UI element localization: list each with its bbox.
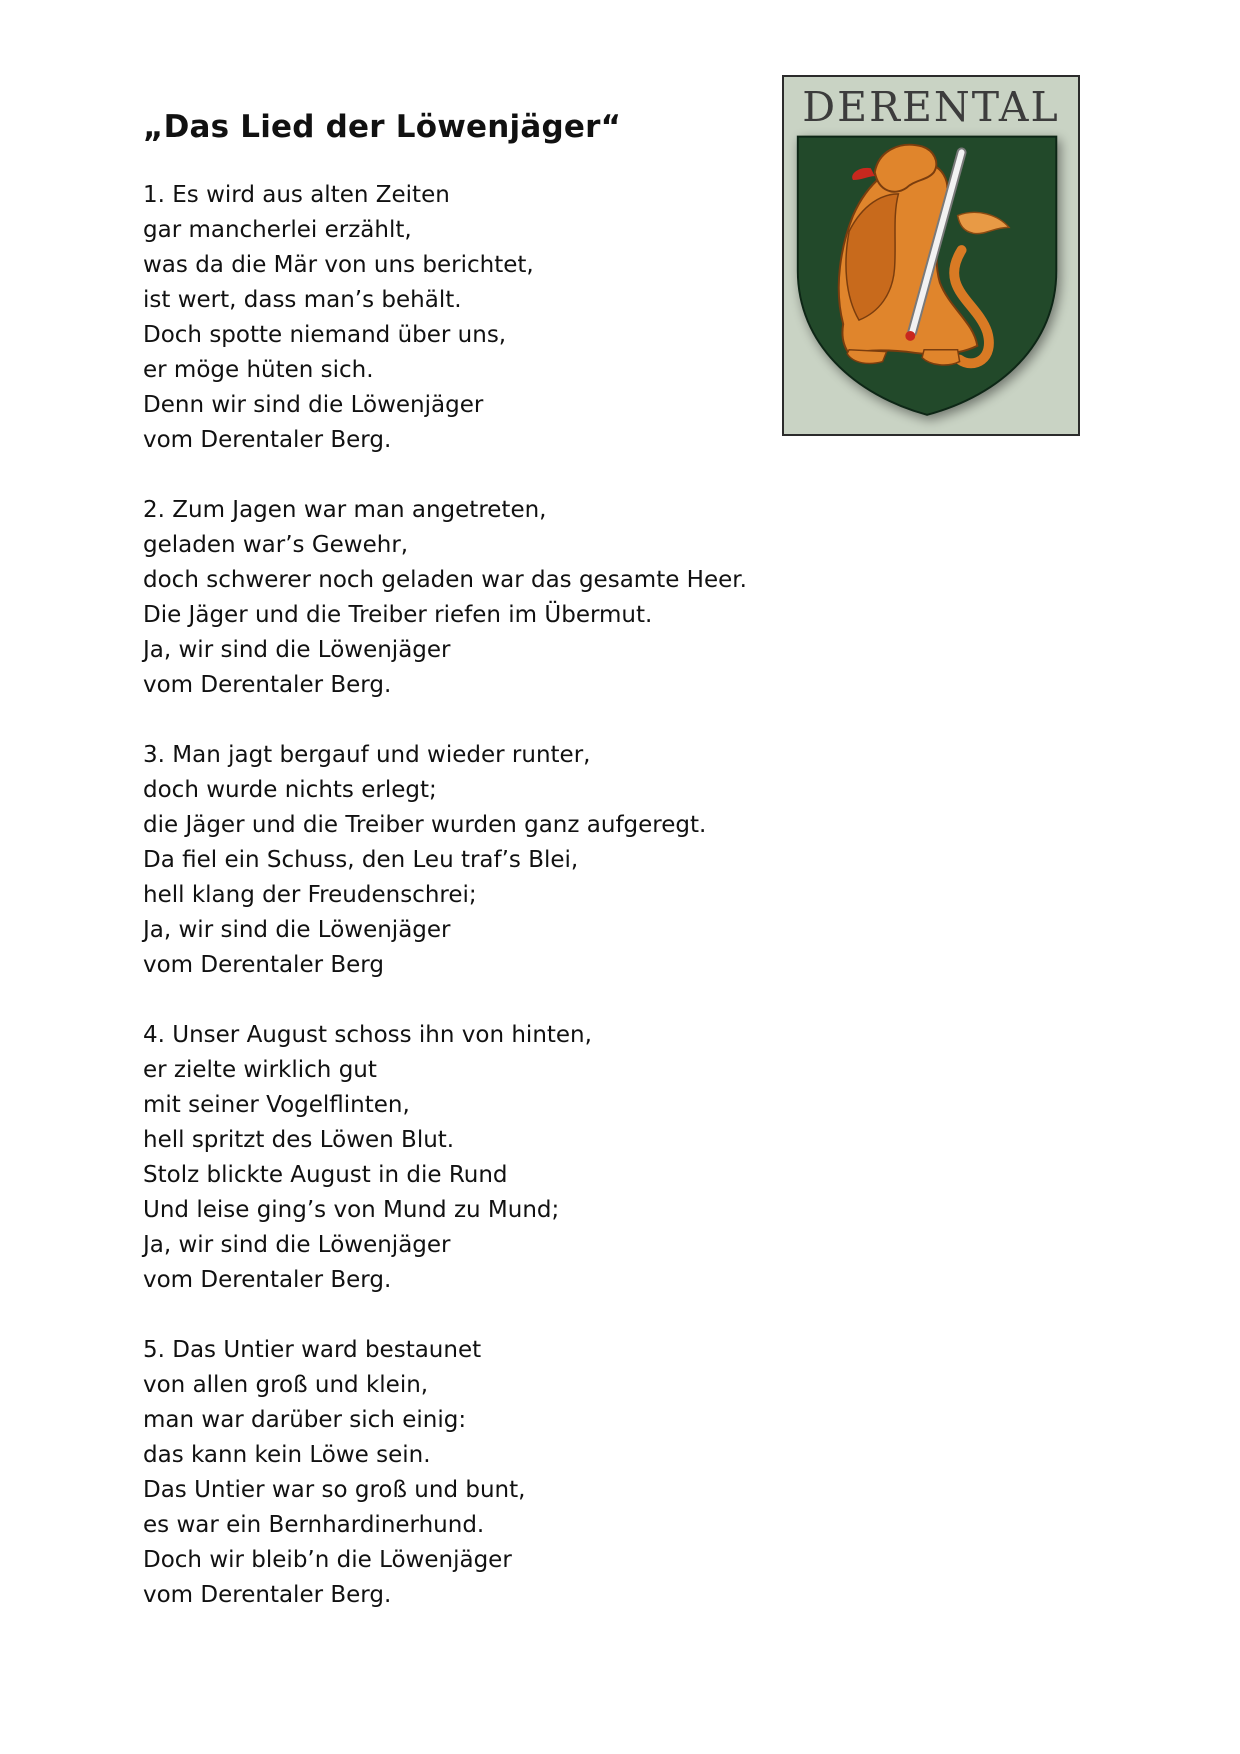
verse-line: er zielte wirklich gut [143,1057,377,1083]
verse-5 [143,1333,783,1613]
verse-line: Doch wir bleib’n die Löwenjäger [143,1547,512,1573]
verse-line: Denn wir sind die Löwenjäger [143,392,484,418]
verse-line: das kann kein Löwe sein. [143,1442,431,1468]
verse-line: Und leise ging’s von Mund zu Mund; [143,1197,560,1223]
verse-line: 5. Das Untier ward bestaunet [143,1337,482,1363]
verse-line: man war darüber sich einig: [143,1407,467,1433]
verse-line: Ja, wir sind die Löwenjäger [143,917,451,943]
verse-line: er möge hüten sich. [143,357,374,383]
verse-line: geladen war’s Gewehr, [143,532,409,558]
verse-line: Die Jäger und die Treiber riefen im Übermut. [143,602,653,628]
verse-line: Doch spotte niemand über uns, [143,322,507,348]
coat-of-arms [782,75,1080,436]
verse-line: 2. Zum Jagen war man angetreten, [143,497,547,523]
verse-line: von allen groß und klein, [143,1372,429,1398]
verse-4 [143,1018,783,1298]
verse-line: vom Derentaler Berg. [143,427,392,453]
verse-line: hell spritzt des Löwen Blut. [143,1127,455,1153]
verse-line: Das Untier war so groß und bunt, [143,1477,526,1503]
verse-line: 1. Es wird aus alten Zeiten [143,182,450,208]
verse-line: die Jäger und die Treiber wurden ganz aufgeregt. [143,812,707,838]
verse-line: doch wurde nichts erlegt; [143,777,437,803]
verse-line: doch schwerer noch geladen war das gesamte Heer. [143,567,747,593]
verse-line: hell klang der Freudenschrei; [143,882,477,908]
verse-line: Ja, wir sind die Löwenjäger [143,1232,451,1258]
poem-body [143,178,783,1648]
verse-3 [143,738,783,983]
verse-line: Da fiel ein Schuss, den Leu traf’s Blei, [143,847,579,873]
page-title: „Das Lied der Löwenjäger“ [143,109,622,145]
verse-line: 3. Man jagt bergauf und wieder runter, [143,742,591,768]
verse-line: Ja, wir sind die Löwenjäger [143,637,451,663]
verse-2 [143,493,783,703]
verse-line: es war ein Bernhardinerhund. [143,1512,485,1538]
verse-line: gar mancherlei erzählt, [143,217,412,243]
verse-line: ist wert, dass man’s behält. [143,287,462,313]
verse-line: was da die Mär von uns berichtet, [143,252,534,278]
verse-line: vom Derentaler Berg. [143,1267,392,1293]
verse-line: mit seiner Vogelflinten, [143,1092,410,1118]
verse-line: vom Derentaler Berg. [143,1582,392,1608]
verse-1 [143,178,783,458]
verse-line: vom Derentaler Berg [143,952,384,978]
crest-title: DERENTAL [802,83,1060,131]
verse-line: 4. Unser August schoss ihn von hinten, [143,1022,592,1048]
verse-line: vom Derentaler Berg. [143,672,392,698]
verse-line: Stolz blickte August in die Rund [143,1162,508,1188]
